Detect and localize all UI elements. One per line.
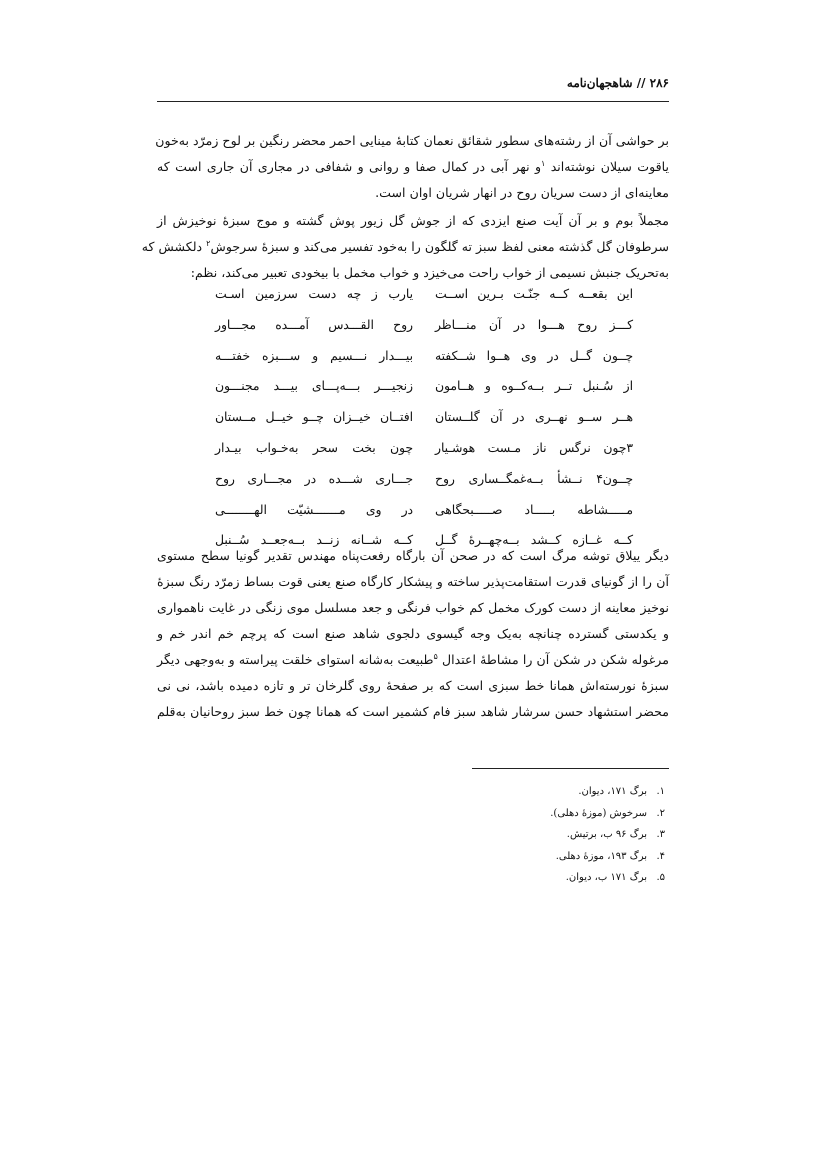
footnote-number: ۲. [656, 807, 665, 819]
footnote-marker: ۱ [541, 158, 546, 168]
footnote-item [157, 824, 669, 846]
footnote-text: سرخوش (موزهٔ دهلی). [550, 807, 647, 819]
footnote-text: برگ ۹۶ ب، برتیش. [566, 829, 647, 840]
line-text: دلکشش که [141, 239, 207, 254]
footnote-rule [472, 768, 669, 769]
paragraph-line: و یکدستی گسترده چنانچه به‌یک وجه گیسوی دلجوی شاهد صنع است که پرچم خم اندر خم و [157, 626, 669, 641]
line-text: سرطوفان گل گذشته معنی لفظ سبز ته گلگون را به‌خود تفسیر می‌کند و سبزهٔ سرجوش [210, 239, 669, 254]
paragraph-1 [157, 128, 669, 206]
couplet [215, 410, 633, 441]
hemistich-second: در وی مـــــــشیّت الهــــــــی [215, 502, 413, 517]
hemistich-first: چــون گــل در وی هــوا شــکفته [435, 348, 633, 363]
hemistich-second: افتــان خیــزان چــو خیــل مــستان [215, 410, 413, 425]
header-rule [157, 101, 669, 102]
footnote-text: برگ ۱۷۱ ب، دیوان. [565, 872, 647, 883]
hemistich-first: این بقعــه کــه جنّـت بـرین اســت [435, 287, 633, 301]
footnote-number: ۳. [656, 829, 665, 840]
couplet [215, 349, 633, 380]
hemistich-first: ۳چون نرگس ناز مـست هوشـیار [435, 440, 633, 455]
paragraph-line: مجملاً بوم و بر آن آیت صنع ایزدی که از جوش گل زیور پوش گشته و موج سبزهٔ نوخیزش از [157, 213, 669, 228]
hemistich-second: یارب ز چه دست سرزمین اسـت [215, 287, 413, 301]
paragraph-3 [157, 543, 669, 725]
footnote-item [157, 781, 669, 803]
footnote-text: برگ ۱۹۳، موزهٔ دهلی. [555, 850, 647, 862]
hemistich-first: مـــــشاطه بـــــاد صـــــبحگاهی [435, 502, 633, 517]
paragraph-line [141, 234, 669, 260]
paragraph-line: معاینه‌ای از دست سریان روح در انهار شریان اوان است. [375, 185, 669, 200]
paragraph-line [157, 154, 669, 180]
page-content [141, 0, 669, 1169]
hemistich-first: هــر ســو نهــری در آن گلــستان [435, 410, 633, 425]
paragraph-line: به‌تحریک جنبش نسیمی از خواب راحت می‌خیزد و خواب مخمل با بیخودی تعبیر می‌کند، نظم: [190, 265, 669, 280]
paragraph-line: آن را از گونیای قدرت استقامت‌پذیر ساخته و پیشکار کارگاه صنع یعنی قوت بساط زمرّد رنگ سبزهٔ [157, 574, 669, 589]
hemistich-first: از سُـنبل تــر بــه‌کــوه و هــامون [435, 379, 633, 394]
line-text: مرغوله شکن در شکن آن را مشاطهٔ اعتدال [437, 652, 669, 667]
couplet [215, 379, 633, 410]
line-text: و نهر آبی در کمال صفا و روانی و شفافی در مجاری آن جاری است که [157, 159, 542, 174]
hemistich-second: چون بخت سحر به‌خـواب بیـدار [215, 440, 413, 455]
hemistich-second: کــه شــانه زنــد بــه‌جعــد سُــنبل [215, 533, 413, 548]
hemistich-second: روح القـــدس آمـــده مجـــاور [215, 317, 413, 332]
poem [215, 287, 633, 564]
footnote-number: ۱. [656, 786, 665, 797]
footnote-item [157, 846, 669, 868]
couplet [215, 503, 633, 534]
hemistich-first: کـــز روح هـــوا در آن منـــاظر [435, 317, 633, 332]
couplet [215, 472, 633, 503]
couplet [215, 318, 633, 349]
paragraph-2 [141, 208, 669, 286]
hemistich-first: کــه غــازه کــشد بــه‌چهــرهٔ گــل [435, 533, 633, 548]
footnote-number: ۵. [656, 872, 665, 883]
paragraph-line [157, 647, 669, 673]
paragraph-line: دیگر ییلاق توشه مرگ است که در صحن آن بارگاه رفعت‌پناه مهندس تقدیر گونیا سطح مستوی [157, 548, 669, 563]
footnote-marker: ۵ [433, 651, 438, 661]
paragraph-line: سبزهٔ نورسته‌اش همانا خط سبزی است که بر صفحهٔ روی گلرخان تر و تازه دمیده باشد، نی نی [157, 678, 669, 693]
couplet [215, 441, 633, 472]
hemistich-second: جـــاری شـــده در مجـــاری روح [215, 471, 413, 486]
footnote-marker: ۲ [206, 238, 211, 248]
footnote-item [157, 867, 669, 889]
paragraph-line: نوخیز معاینه از دست کورک مخمل کم خواب فرنگی و جعد مسلسل موی زنگی در غایت ناهمواری [157, 600, 669, 615]
hemistich-second: بیـــدار نـــسیم و ســـبزه خفتـــه [215, 348, 413, 363]
paragraph-line: بر حواشی آن از رشته‌های سطور شقائق نعمان کتابهٔ مینایی احمر محضر رنگین بر لوح زمرّد به‌خون [155, 133, 669, 148]
line-text: طبیعت به‌شانه استوای خلقت پیراسته و به‌وجهی دیگر [157, 652, 434, 667]
hemistich-first: چــون۴ نــشأ بــه‌غمگــساری روح [435, 471, 633, 486]
paragraph-line: محضر استشهاد حسن سرشار شاهد سبز فام کشمیر است که همانا چون خط سبز روحانیان به‌قلم [157, 704, 669, 719]
footnote-text: برگ ۱۷۱، دیوان. [578, 786, 647, 797]
running-header: ۲۸۶ // شاهجهان‌نامه [566, 76, 669, 90]
footnote-number: ۴. [656, 850, 665, 862]
couplet [215, 287, 633, 318]
line-text: یاقوت سیلان نوشته‌اند [545, 159, 669, 174]
footnotes [157, 781, 669, 889]
hemistich-second: زنجیـــر بـــه‌پـــای بیـــد مجنـــون [215, 379, 413, 394]
footnote-item [157, 803, 669, 825]
